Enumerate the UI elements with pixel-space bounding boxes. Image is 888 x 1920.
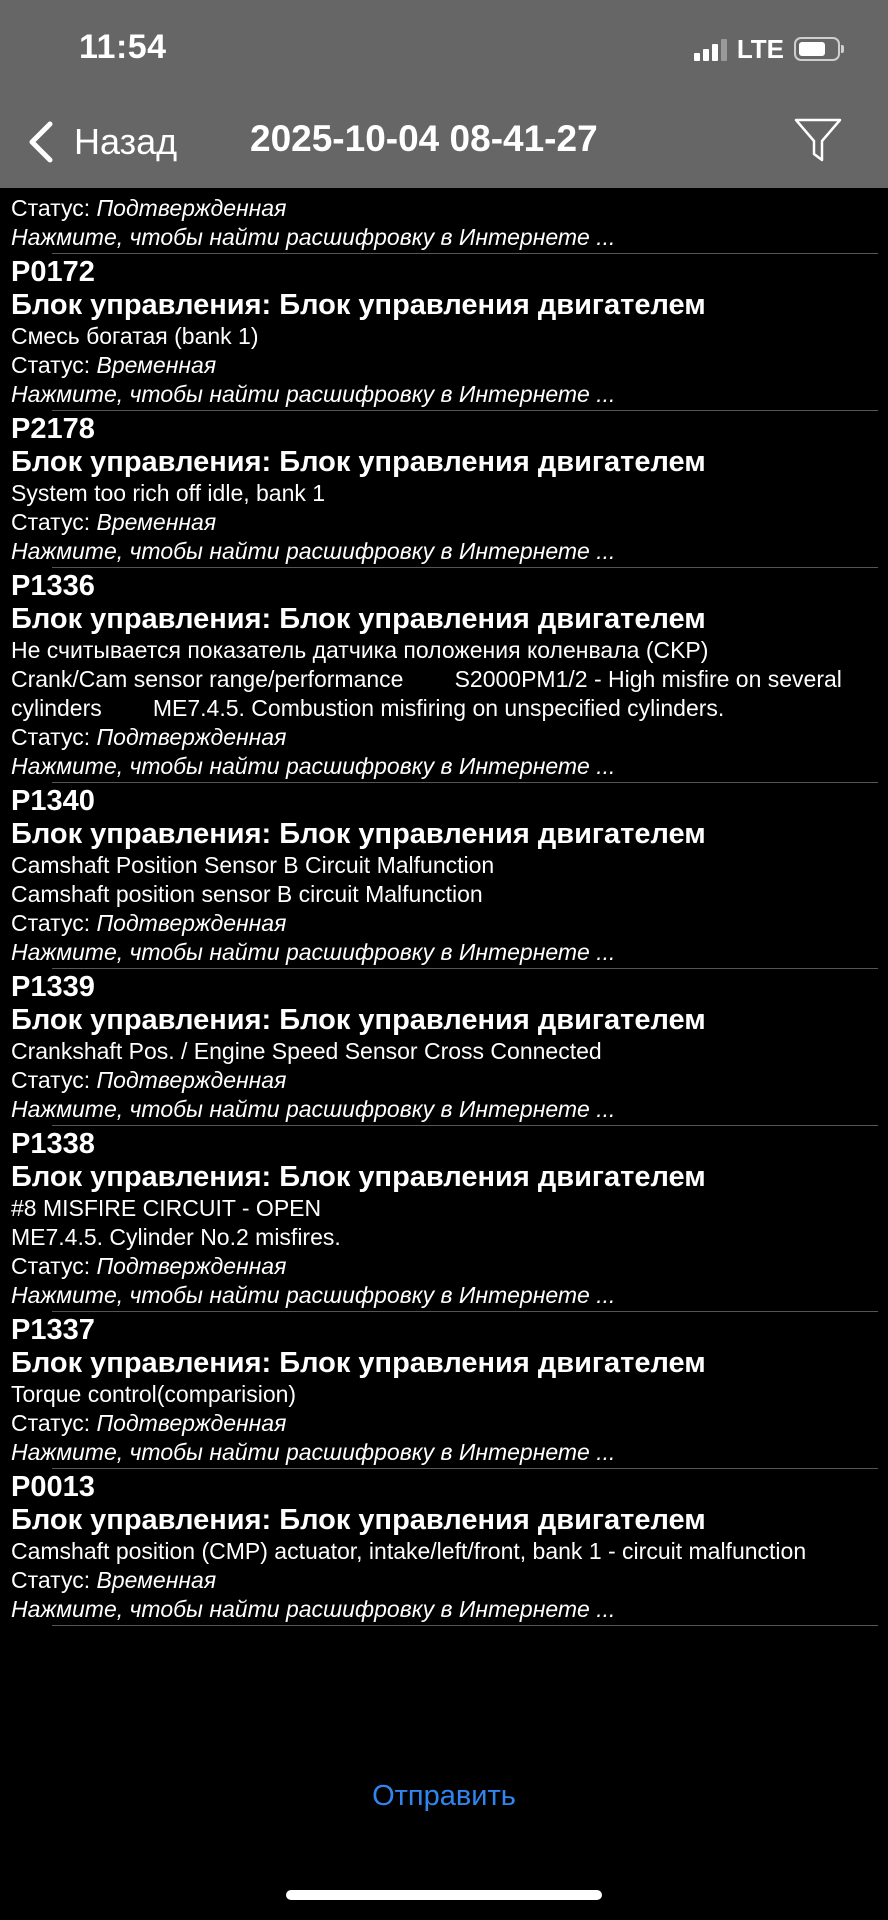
filter-icon[interactable] — [792, 114, 844, 166]
error-code: P1339 — [11, 971, 95, 1003]
list-item[interactable] — [0, 568, 888, 783]
list-item[interactable] — [0, 254, 888, 411]
list-item[interactable] — [0, 783, 888, 969]
error-description: Camshaft position (CMP) actuator, intake/left/front, bank 1 - circuit malfunction — [11, 1538, 807, 1564]
status-prefix: Статус: — [11, 1067, 97, 1093]
control-unit: Блок управления: Блок управления двигателем — [11, 1161, 706, 1193]
status-time: 11:54 — [79, 28, 167, 66]
home-indicator — [286, 1890, 602, 1900]
entry-status — [11, 723, 878, 752]
list-item[interactable] — [0, 1312, 888, 1469]
error-description: Crankshaft Pos. / Engine Speed Sensor Cross Connected — [11, 1038, 602, 1064]
error-description: Camshaft Position Sensor B Circuit Malfunction Camshaft position sensor B circuit Malfunction — [11, 852, 495, 907]
control-unit: Блок управления: Блок управления двигателем — [11, 818, 706, 850]
search-online-link[interactable]: Нажмите, чтобы найти расшифровку в Интернете ... — [11, 538, 616, 564]
navigation-header — [0, 0, 888, 188]
control-unit: Блок управления: Блок управления двигателем — [11, 446, 706, 478]
status-value: Временная — [96, 1567, 217, 1593]
status-prefix: Статус: — [11, 1410, 97, 1436]
battery-icon — [794, 37, 840, 61]
status-indicators — [694, 34, 840, 64]
search-online-link[interactable]: Нажмите, чтобы найти расшифровку в Интернете ... — [11, 1282, 616, 1308]
search-online-link[interactable]: Нажмите, чтобы найти расшифровку в Интернете ... — [11, 1596, 616, 1622]
error-code: P0172 — [11, 256, 95, 288]
control-unit: Блок управления: Блок управления двигателем — [11, 1504, 706, 1536]
status-value: Подтвержденная — [96, 1410, 287, 1436]
status-value: Подтвержденная — [96, 1067, 287, 1093]
status-prefix: Статус: — [11, 352, 97, 378]
status-prefix: Статус: — [11, 1253, 97, 1279]
status-value: Подтвержденная — [96, 724, 287, 750]
error-description: Torque control(comparision) — [11, 1381, 297, 1407]
entry-status — [11, 1566, 878, 1595]
list-item[interactable] — [0, 1469, 888, 1626]
error-code: P1337 — [11, 1314, 95, 1346]
list-item[interactable] — [0, 969, 888, 1126]
entry-status — [11, 1252, 878, 1281]
page-title: 2025-10-04 08-41-27 — [250, 118, 598, 159]
trouble-code-list — [0, 188, 888, 1626]
search-online-link[interactable]: Нажмите, чтобы найти расшифровку в Интернете ... — [11, 1439, 616, 1465]
status-value: Подтвержденная — [96, 195, 287, 221]
error-code: P1340 — [11, 785, 95, 817]
status-value: Подтвержденная — [96, 1253, 287, 1279]
network-type-label: LTE — [736, 33, 784, 64]
search-online-link[interactable]: Нажмите, чтобы найти расшифровку в Интернете ... — [11, 939, 616, 965]
search-online-link[interactable]: Нажмите, чтобы найти расшифровку в Интернете ... — [11, 381, 616, 407]
error-description: System too rich off idle, bank 1 — [11, 480, 326, 506]
control-unit: Блок управления: Блок управления двигателем — [11, 603, 706, 635]
error-code: P1336 — [11, 570, 95, 602]
chevron-left-icon — [26, 120, 56, 164]
entry-status — [11, 194, 878, 223]
status-value: Подтвержденная — [96, 910, 287, 936]
row-divider — [52, 1625, 878, 1626]
entry-status — [11, 1066, 878, 1095]
search-online-link[interactable]: Нажмите, чтобы найти расшифровку в Интернете ... — [11, 1096, 616, 1122]
error-description: #8 MISFIRE CIRCUIT - OPEN ME7.4.5. Cylinder No.2 misfires. — [11, 1195, 341, 1250]
entry-status — [11, 1409, 878, 1438]
entries-container — [0, 254, 888, 1626]
status-prefix: Статус: — [11, 195, 97, 221]
entry-status — [11, 909, 878, 938]
search-online-link[interactable]: Нажмите, чтобы найти расшифровку в Интернете ... — [11, 753, 616, 779]
error-description: Не считывается показатель датчика положения коленвала (CKP) Crank/Cam sensor range/performance S2000PM1/2 - High misfire on several cylinders ME7.4.5. Combustion misfiring on unspecified cylinders. — [11, 637, 842, 721]
list-item[interactable] — [0, 1126, 888, 1312]
entry-status — [11, 351, 878, 380]
control-unit: Блок управления: Блок управления двигателем — [11, 1004, 706, 1036]
control-unit: Блок управления: Блок управления двигателем — [11, 1347, 706, 1379]
status-prefix: Статус: — [11, 509, 97, 535]
search-online-link[interactable]: Нажмите, чтобы найти расшифровку в Интернете ... — [11, 224, 616, 250]
back-button-label: Назад — [74, 121, 178, 162]
control-unit: Блок управления: Блок управления двигателем — [11, 289, 706, 321]
status-value: Временная — [96, 509, 217, 535]
error-code: P0013 — [11, 1471, 95, 1503]
back-button[interactable] — [26, 116, 177, 168]
status-value: Временная — [96, 352, 217, 378]
status-prefix: Статус: — [11, 724, 97, 750]
entry-status — [11, 508, 878, 537]
list-item[interactable] — [0, 411, 888, 568]
status-prefix: Статус: — [11, 910, 97, 936]
send-button[interactable]: Отправить — [372, 1780, 516, 1812]
list-item-partial[interactable] — [0, 188, 888, 254]
error-description: Смесь богатая (bank 1) — [11, 323, 259, 349]
error-code: P2178 — [11, 413, 95, 445]
error-code: P1338 — [11, 1128, 95, 1160]
status-prefix: Статус: — [11, 1567, 97, 1593]
cellular-signal-icon — [694, 37, 727, 61]
